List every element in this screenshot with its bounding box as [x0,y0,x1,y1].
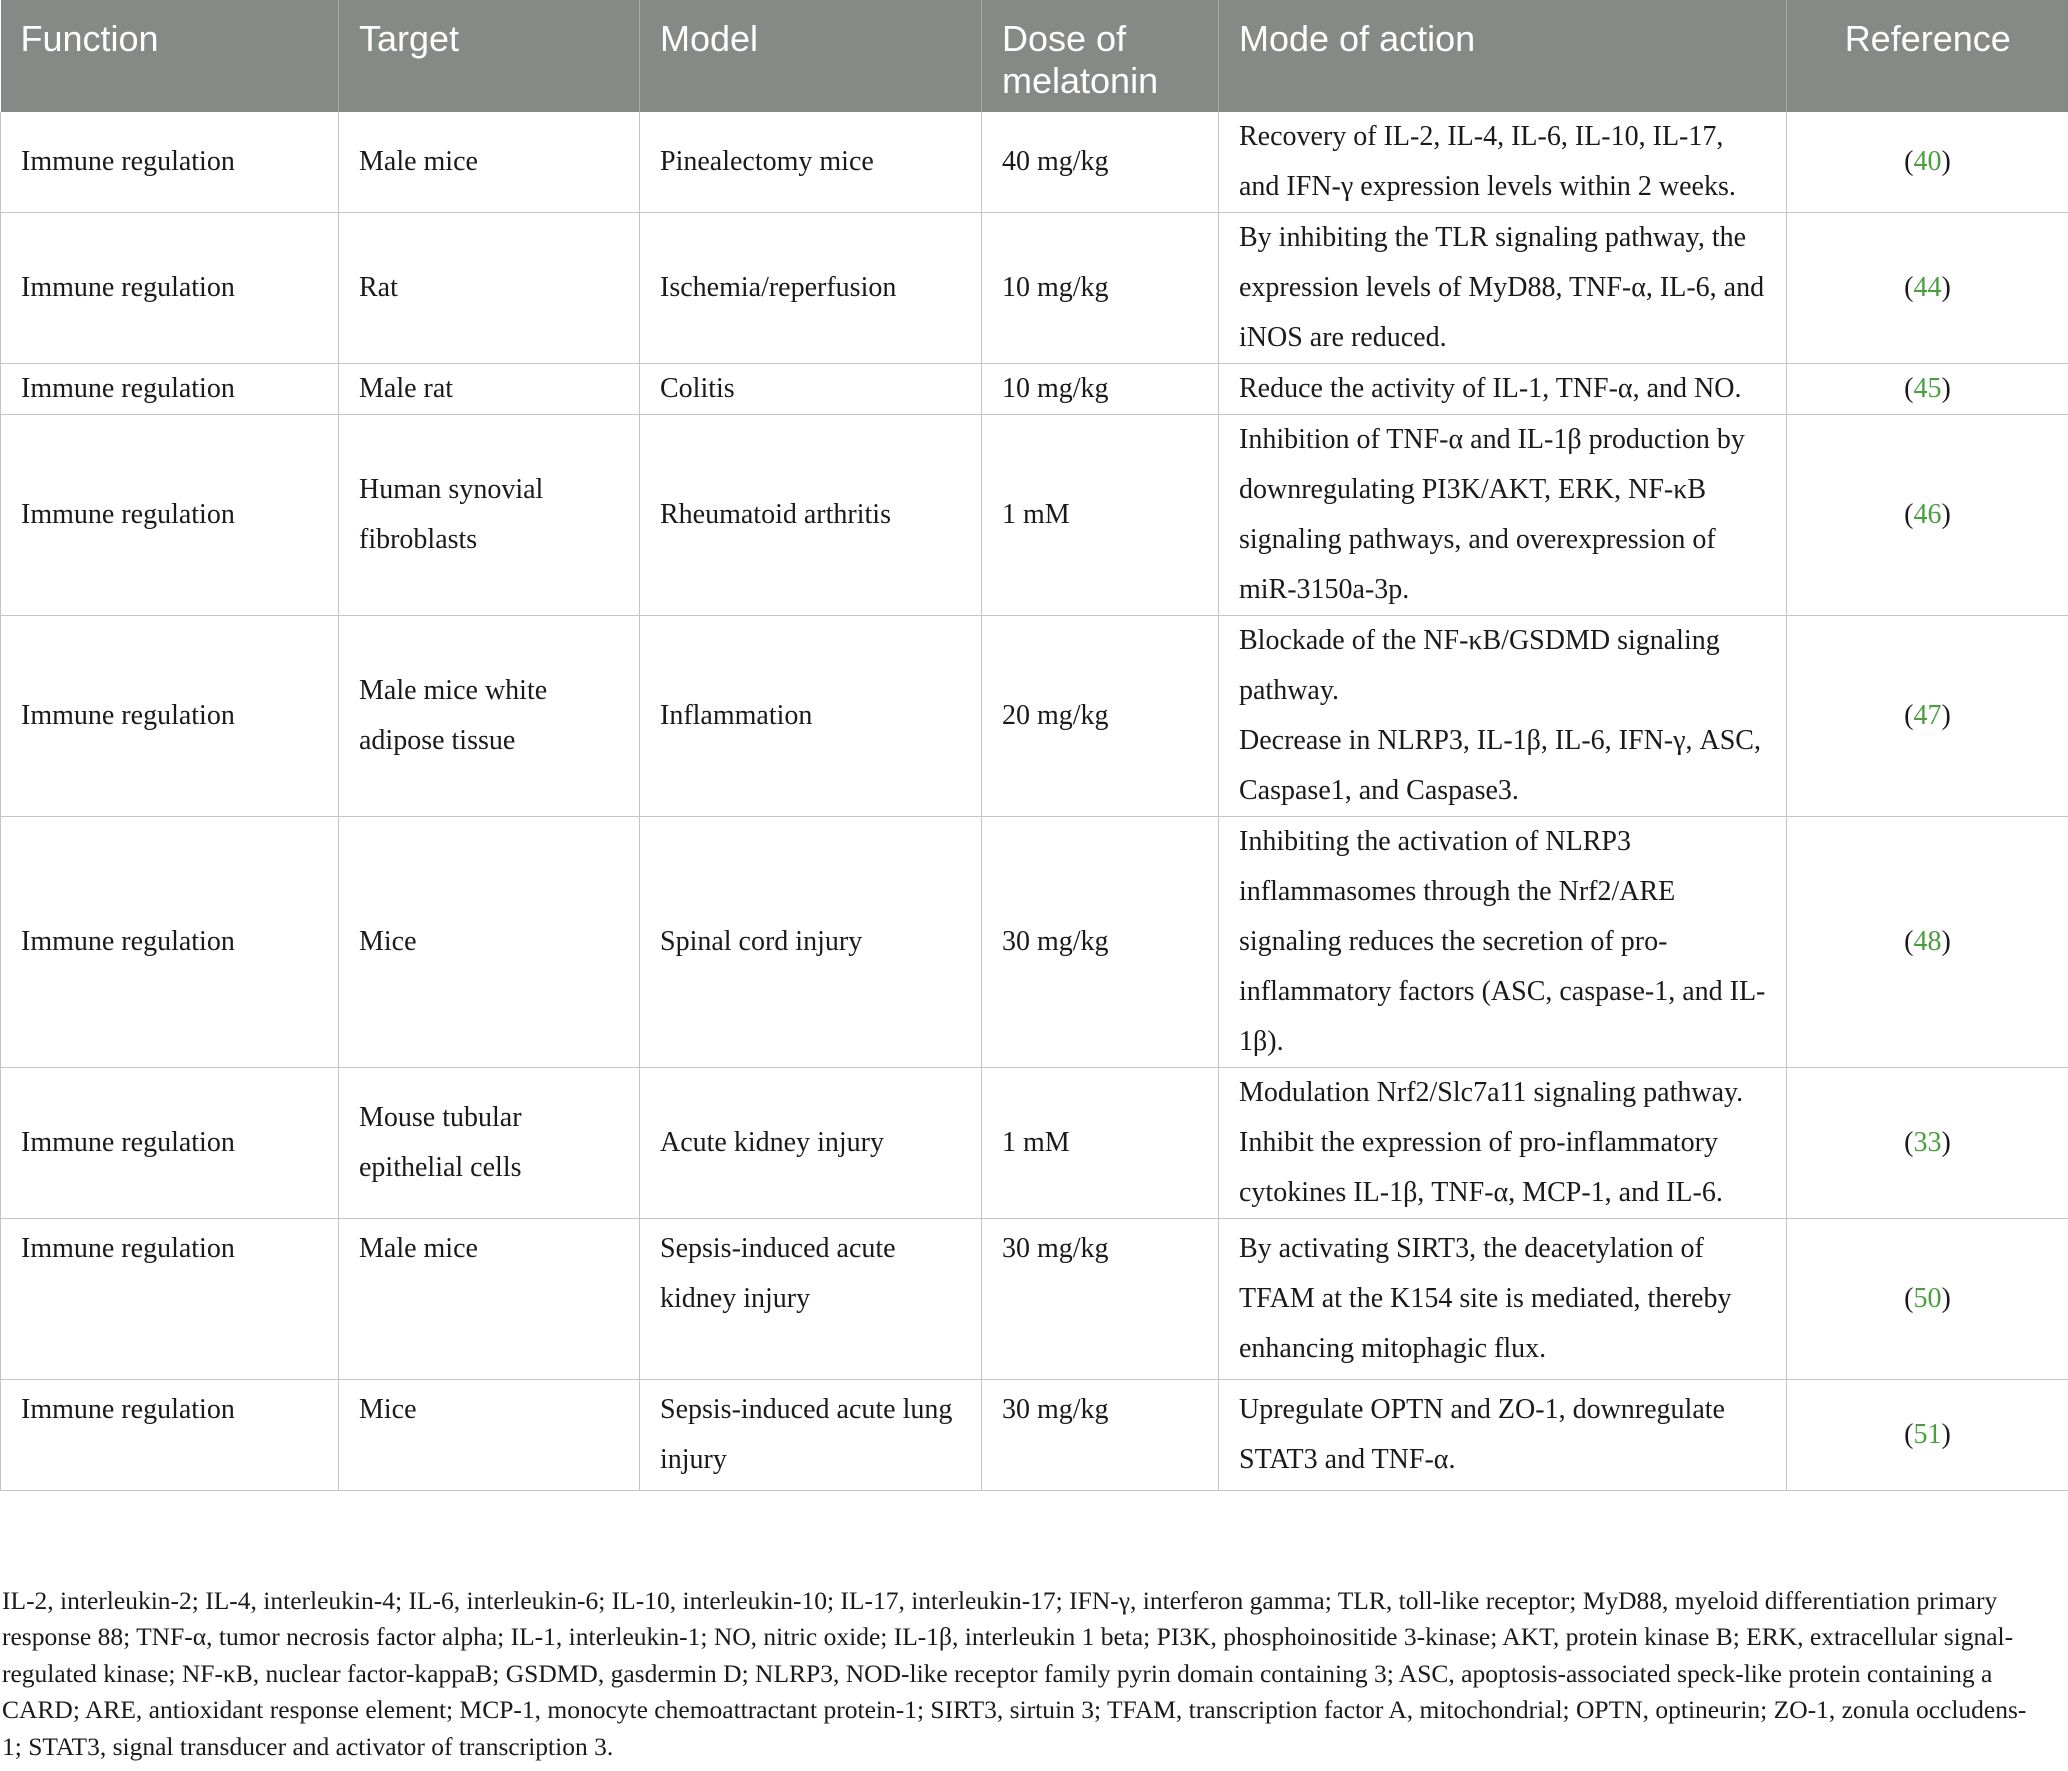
ref-close-paren: ) [1941,1127,1951,1158]
ref-close-paren: ) [1941,700,1951,731]
cell-dose: 20 mg/kg [982,616,1219,817]
ref-open-paren: ( [1904,272,1914,303]
ref-open-paren: ( [1904,499,1914,530]
ref-close-paren: ) [1941,272,1951,303]
cell-target: Mice [339,817,640,1068]
cell-target: Male mice white adipose tissue [339,616,640,817]
mode-of-action-line: Blockade of the NF-κB/GSDMD signaling pathway. [1239,625,1720,706]
cell-function: Immune regulation [1,1219,339,1380]
cell-function: Immune regulation [1,1380,339,1491]
cell-mode-of-action [1219,616,1787,817]
reference-link[interactable]: 48 [1913,926,1942,957]
cell-model: Spinal cord injury [640,817,982,1068]
reference-link[interactable]: 51 [1913,1419,1942,1450]
reference-link[interactable]: 44 [1913,272,1942,303]
ref-open-paren: ( [1904,700,1914,731]
table-row [1,616,2068,817]
cell-reference [1787,112,2068,213]
ref-close-paren: ) [1941,1419,1951,1450]
cell-function: Immune regulation [1,1068,339,1219]
reference-link[interactable]: 40 [1913,146,1942,177]
cell-dose: 1 mM [982,1068,1219,1219]
ref-open-paren: ( [1904,373,1914,404]
cell-dose: 30 mg/kg [982,817,1219,1068]
reference-link[interactable]: 46 [1913,499,1942,530]
cell-dose: 30 mg/kg [982,1219,1219,1380]
cell-reference [1787,1068,2068,1219]
header-dose: Dose of melatonin [982,0,1219,112]
cell-function: Immune regulation [1,817,339,1068]
cell-dose: 10 mg/kg [982,213,1219,364]
cell-reference [1787,415,2068,616]
cell-dose: 1 mM [982,415,1219,616]
cell-mode-of-action: Recovery of IL-2, IL-4, IL-6, IL-10, IL-17, and IFN-γ expression levels within 2 weeks. [1219,112,1787,213]
cell-function: Immune regulation [1,415,339,616]
cell-model: Sepsis-induced acute lung injury [640,1380,982,1491]
ref-close-paren: ) [1941,146,1951,177]
cell-mode-of-action: Modulation Nrf2/Slc7a11 signaling pathway. Inhibit the expression of pro-inflammatory cytokines IL-1β, TNF-α, MCP-1, and IL-6. [1219,1068,1787,1219]
cell-dose: 10 mg/kg [982,364,1219,415]
table-row [1,112,2068,213]
cell-function: Immune regulation [1,364,339,415]
cell-reference [1787,817,2068,1068]
cell-target: Rat [339,213,640,364]
table-row [1,1380,2068,1491]
table-row [1,364,2068,415]
cell-mode-of-action: Reduce the activity of IL-1, TNF-α, and NO. [1219,364,1787,415]
cell-dose: 30 mg/kg [982,1380,1219,1491]
cell-reference [1787,1380,2068,1491]
cell-target: Male mice [339,1219,640,1380]
header-function: Function [1,0,339,112]
header-target: Target [339,0,640,112]
cell-reference [1787,213,2068,364]
ref-open-paren: ( [1904,926,1914,957]
ref-close-paren: ) [1941,1283,1951,1314]
cell-model: Sepsis-induced acute kidney injury [640,1219,982,1380]
cell-function: Immune regulation [1,112,339,213]
ref-open-paren: ( [1904,146,1914,177]
ref-close-paren: ) [1941,926,1951,957]
header-mode-of-action: Mode of action [1219,0,1787,112]
cell-mode-of-action: By inhibiting the TLR signaling pathway, the expression levels of MyD88, TNF-α, IL-6, and iNOS are reduced. [1219,213,1787,364]
cell-function: Immune regulation [1,213,339,364]
mode-of-action-line: Decrease in NLRP3, IL-1β, IL-6, IFN-γ, ASC, Caspase1, and Caspase3. [1239,725,1761,806]
reference-link[interactable]: 50 [1913,1283,1942,1314]
header-reference: Reference [1787,0,2068,112]
table-row [1,1219,2068,1380]
cell-reference [1787,616,2068,817]
cell-mode-of-action: Inhibition of TNF-α and IL-1β production by downregulating PI3K/AKT, ERK, NF-κB signaling pathways, and overexpression of miR-3150a-3p. [1219,415,1787,616]
reference-link[interactable]: 33 [1913,1127,1942,1158]
ref-open-paren: ( [1904,1127,1914,1158]
reference-link[interactable]: 45 [1913,373,1942,404]
cell-mode-of-action: Upregulate OPTN and ZO-1, downregulate STAT3 and TNF-α. [1219,1380,1787,1491]
cell-mode-of-action: Inhibiting the activation of NLRP3 inflammasomes through the Nrf2/ARE signaling reduces the secretion of pro-inflammatory factors (ASC, caspase-1, and IL-1β). [1219,817,1787,1068]
cell-target: Male mice [339,112,640,213]
cell-dose: 40 mg/kg [982,112,1219,213]
cell-target: Male rat [339,364,640,415]
cell-reference [1787,1219,2068,1380]
cell-function: Immune regulation [1,616,339,817]
cell-target: Human synovial fibroblasts [339,415,640,616]
cell-reference [1787,364,2068,415]
ref-close-paren: ) [1941,373,1951,404]
ref-open-paren: ( [1904,1419,1914,1450]
cell-model: Colitis [640,364,982,415]
table-footnote-abbreviations: IL-2, interleukin-2; IL-4, interleukin-4; IL-6, interleukin-6; IL-10, interleukin-10; IL-17, interleukin-17; IFN-γ, interferon gamma; TLR, toll-like receptor; MyD88, myeloid differentiation primary response 88; TNF-α, tumor necrosis factor alpha; IL-1, interleukin-1; NO, nitric oxide; IL-1β, interleukin 1 beta; PI3K, phosphoinositide 3-kinase; AKT, protein kinase B; ERK, extracellular signal-regulated kinase; NF-κB, nuclear factor-kappaB; GSDMD, gasdermin D; NLRP3, NOD-like receptor family pyrin domain containing 3; ASC, apoptosis-associated speck-like protein containing a CARD; ARE, antioxidant response element; MCP-1, monocyte chemoattractant protein-1; SIRT3, sirtuin 3; TFAM, transcription factor A, mitochondrial; OPTN, optineurin; ZO-1, zonula occludens-1; STAT3, signal transducer and activator of transcription 3. [2,1586,2027,1761]
cell-model: Ischemia/reperfusion [640,213,982,364]
table-row [1,415,2068,616]
table-row [1,1068,2068,1219]
table-row [1,817,2068,1068]
cell-model: Rheumatoid arthritis [640,415,982,616]
cell-model: Acute kidney injury [640,1068,982,1219]
cell-model: Pinealectomy mice [640,112,982,213]
table-row [1,213,2068,364]
header-model: Model [640,0,982,112]
reference-link[interactable]: 47 [1913,700,1942,731]
header-row [1,0,2068,112]
ref-close-paren: ) [1941,499,1951,530]
cell-model: Inflammation [640,616,982,817]
cell-target: Mice [339,1380,640,1491]
ref-open-paren: ( [1904,1283,1914,1314]
cell-target: Mouse tubular epithelial cells [339,1068,640,1219]
cell-mode-of-action: By activating SIRT3, the deacetylation of TFAM at the K154 site is mediated, thereby enhancing mitophagic flux. [1219,1219,1787,1380]
